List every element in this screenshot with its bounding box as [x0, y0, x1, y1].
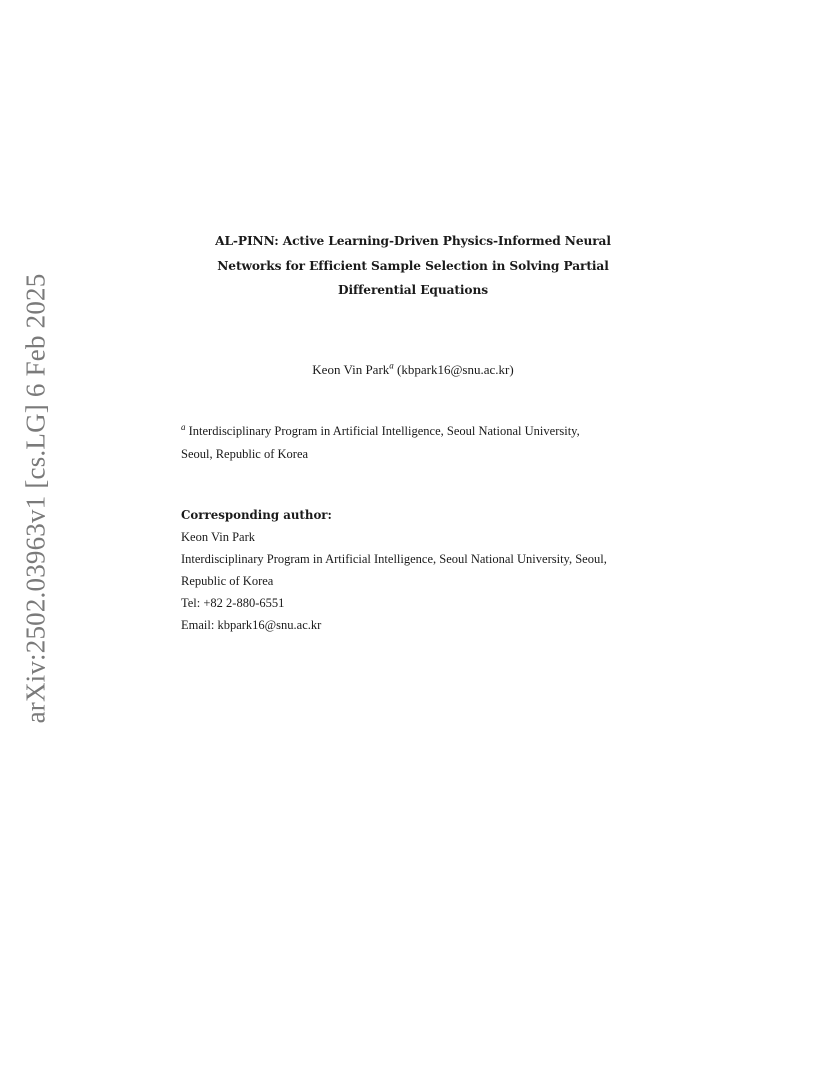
author-name: Keon Vin Park [312, 362, 390, 377]
affiliation-line-2: Seoul, Republic of Korea [181, 447, 309, 461]
affiliation-text: Interdisciplinary Program in Artificial Intelligence, Seoul National University, [188, 424, 580, 438]
title-line-3: Differential Equations [338, 283, 488, 297]
title-line-2: Networks for Efficient Sample Selection in Solving Partial [217, 258, 609, 273]
paper-title [180, 229, 646, 303]
affiliation-block [181, 420, 651, 466]
corresponding-name: Keon Vin Park [181, 530, 256, 544]
affiliation-line-1 [181, 420, 651, 443]
corresponding-tel: Tel: +82 2-880-6551 [181, 596, 285, 610]
title-line-1: AL-PINN: Active Learning-Driven Physics-Informed Neural [215, 234, 611, 248]
corresponding-address-line-2: Republic of Korea [181, 574, 274, 588]
arxiv-identifier: arXiv:2502.03963v1 [cs.LG] 6 Feb 2025 [20, 273, 51, 723]
affiliation-mark: a [181, 421, 186, 432]
corresponding-address-line-1: Interdisciplinary Program in Artificial Intelligence, Seoul National University, Seoul, [181, 552, 607, 566]
author-email: (kbpark16@snu.ac.kr) [397, 362, 514, 377]
corresponding-heading: Corresponding author: [181, 508, 332, 522]
arxiv-sidebar-stamp [16, 268, 56, 728]
corresponding-author-block [181, 504, 651, 636]
corresponding-email: Email: kbpark16@snu.ac.kr [181, 618, 322, 632]
author-line [180, 362, 646, 378]
author-affiliation-mark: a [389, 360, 394, 371]
